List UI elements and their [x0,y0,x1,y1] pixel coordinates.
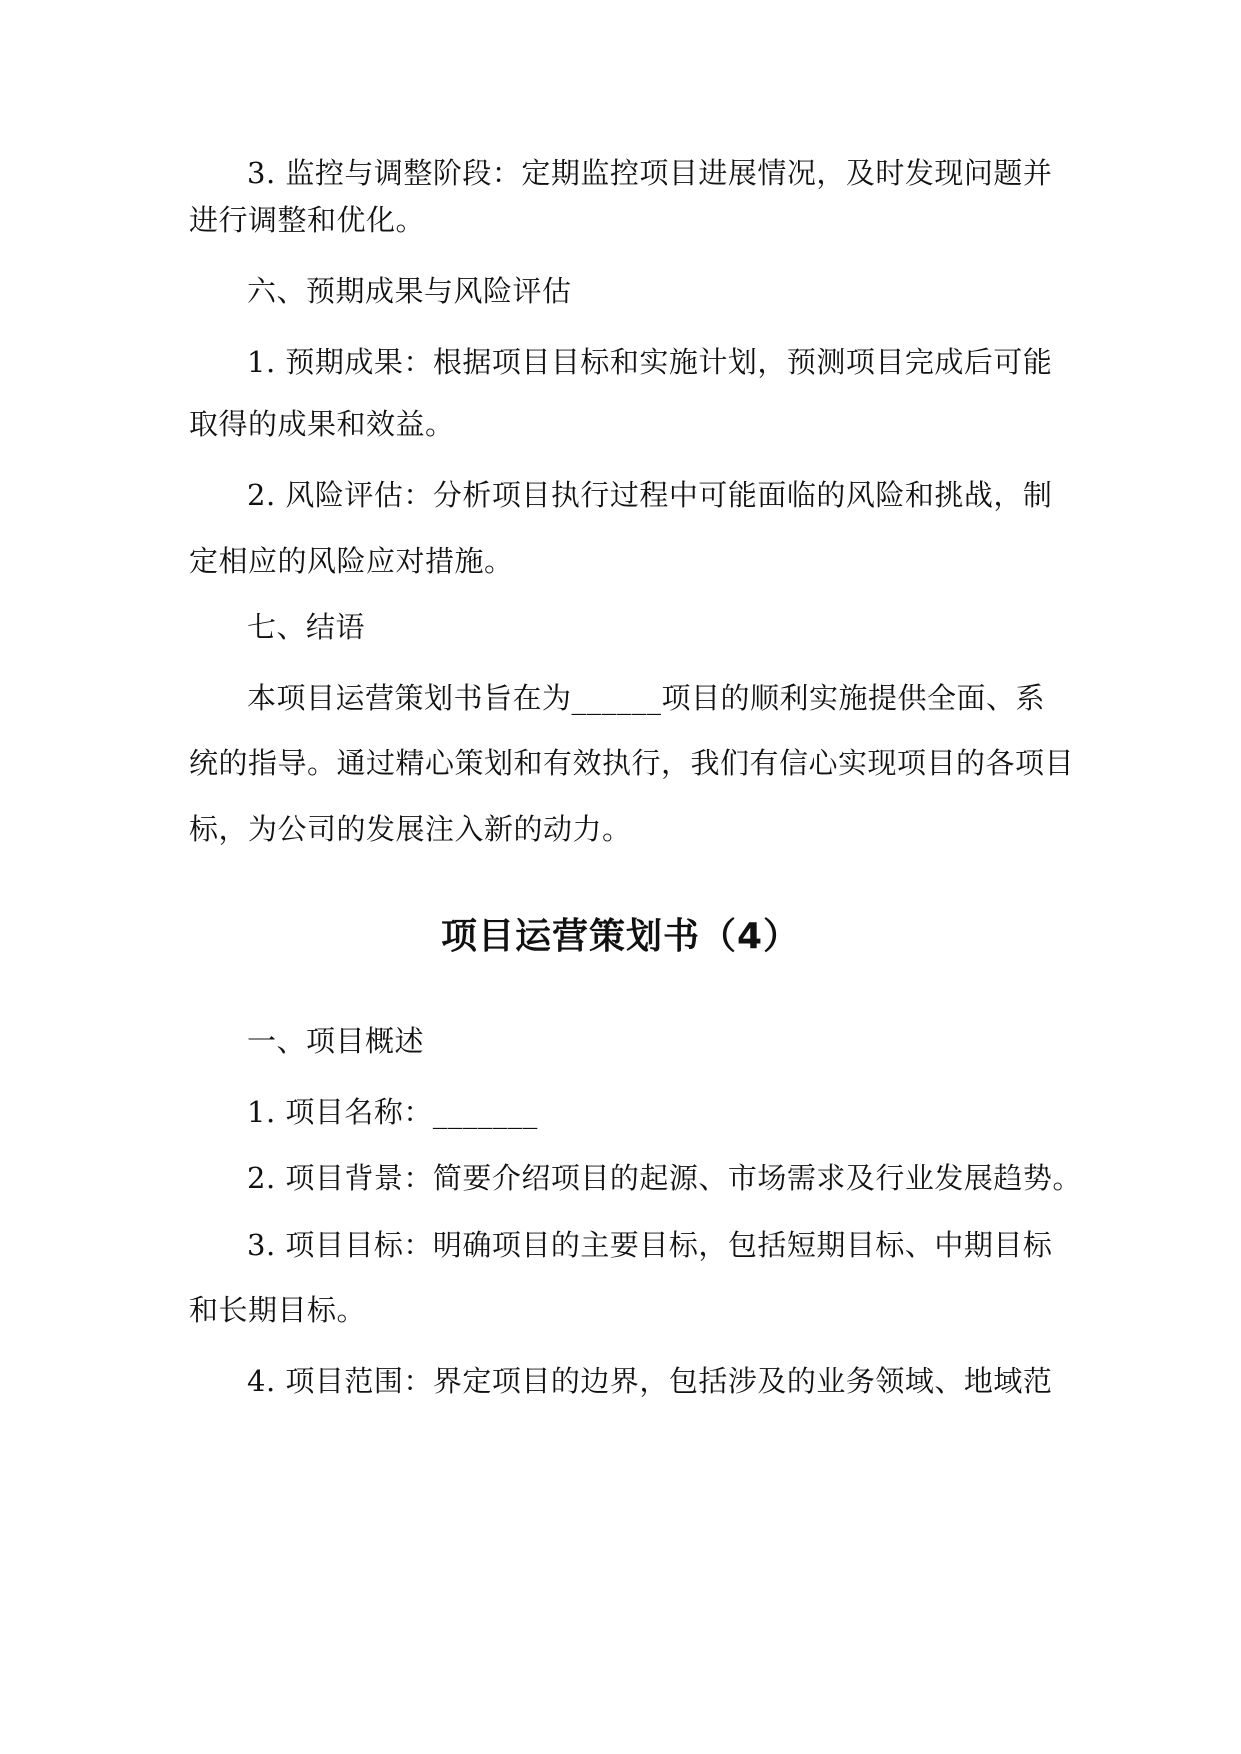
item-project-scope-line1: 4. 项目范围：界定项目的边界，包括涉及的业务领域、地域范 [247,1364,1053,1398]
item-project-background: 2. 项目背景：简要介绍项目的起源、市场需求及行业发展趋势。 [247,1161,1082,1195]
paragraph-monitoring-line2: 进行调整和优化。 [189,203,426,237]
paragraph-conclusion-line2: 统的指导。通过精心策划和有效执行，我们有信心实现项目的各项目 [189,746,1075,780]
item-project-name: 1. 项目名称：_______ [247,1095,538,1129]
paragraph-conclusion-line1: 本项目运营策划书旨在为______项目的顺利实施提供全面、系 [247,681,1046,715]
section-heading-expected-results: 六、预期成果与风险评估 [247,274,572,308]
item-project-goals-line1: 3. 项目目标：明确项目的主要目标，包括短期目标、中期目标 [247,1228,1053,1262]
section-heading-conclusion: 七、结语 [247,610,366,644]
paragraph-conclusion-line3: 标，为公司的发展注入新的动力。 [189,812,632,846]
paragraph-expected-results-line2: 取得的成果和效益。 [189,407,455,441]
item-project-goals-line2: 和长期目标。 [189,1293,367,1327]
paragraph-monitoring-line1: 3. 监控与调整阶段：定期监控项目进展情况，及时发现问题并 [247,156,1053,190]
document-title: 项目运营策划书（4） [440,916,801,957]
paragraph-risk-assessment-line2: 定相应的风险应对措施。 [189,544,514,578]
section-heading-overview: 一、项目概述 [247,1024,425,1058]
paragraph-expected-results-line1: 1. 预期成果：根据项目目标和实施计划，预测项目完成后可能 [247,345,1053,379]
paragraph-risk-assessment-line1: 2. 风险评估：分析项目执行过程中可能面临的风险和挑战，制 [247,478,1053,512]
